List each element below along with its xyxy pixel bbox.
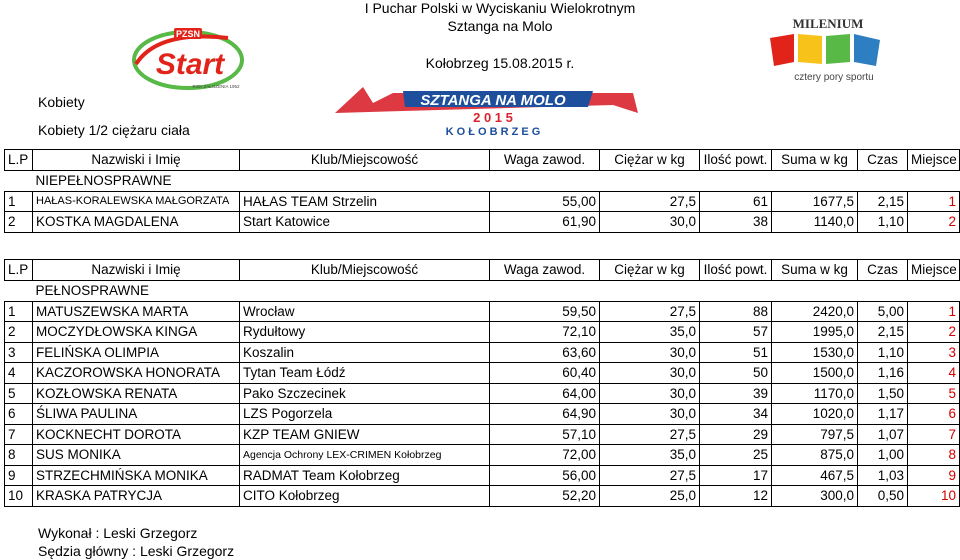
row-lp: 4 (5, 363, 33, 384)
row-weight: 63,60 (490, 342, 600, 363)
group-label: PEŁNOSPRAWNE (35, 283, 150, 298)
col-place: Miejsce (908, 260, 960, 281)
row-load: 27,5 (600, 424, 700, 445)
row-reps: 25 (700, 445, 772, 466)
row-lp: 9 (5, 465, 33, 486)
row-weight: 64,00 (490, 383, 600, 404)
table-row (5, 404, 960, 425)
col-lp: L.P (5, 150, 33, 171)
row-sum: 1020,0 (772, 404, 858, 425)
col-sum: Suma w kg (772, 260, 858, 281)
col-club: Klub/Miejscowość (240, 260, 490, 281)
start-sub-text: ROK ZAŁOŻENIA 1952 (192, 84, 240, 89)
row-club: HAŁAS TEAM Strzelin (240, 191, 490, 212)
milenium-tagline: cztery pory sportu (794, 72, 874, 83)
group-row (5, 280, 960, 301)
row-time: 1,10 (858, 212, 908, 233)
row-load: 27,5 (600, 301, 700, 322)
row-place: 4 (908, 363, 960, 384)
row-name: MOCZYDŁOWSKA KINGA (33, 322, 240, 343)
row-club: Pako Szczecinek (240, 383, 490, 404)
row-place: 2 (908, 322, 960, 343)
row-sum: 2420,0 (772, 301, 858, 322)
row-time: 5,00 (858, 301, 908, 322)
row-time: 2,15 (858, 322, 908, 343)
col-reps: Ilość powt. (700, 150, 772, 171)
row-sum: 1140,0 (772, 212, 858, 233)
row-lp: 2 (5, 212, 33, 233)
col-load: Ciężar w kg (600, 260, 700, 281)
row-lp: 8 (5, 445, 33, 466)
row-club: Tytan Team Łódź (240, 363, 490, 384)
row-weight: 60,40 (490, 363, 600, 384)
row-weight: 59,50 (490, 301, 600, 322)
row-time: 1,07 (858, 424, 908, 445)
row-load: 30,0 (600, 383, 700, 404)
row-club: Start Katowice (240, 212, 490, 233)
table-header-row (5, 260, 960, 281)
col-time: Czas (858, 150, 908, 171)
row-name: ŚLIWA PAULINA (33, 404, 240, 425)
sztanga-na-molo-logo (333, 83, 643, 138)
row-club: Koszalin (240, 342, 490, 363)
group-label: NIEPEŁNOSPRAWNE (35, 173, 172, 188)
row-time: 1,00 (858, 445, 908, 466)
col-lp: L.P (5, 260, 33, 281)
row-name: KOCKNECHT DOROTA (33, 424, 240, 445)
row-name: HAŁAS-KORALEWSKA MAŁGORZATA (33, 191, 240, 212)
row-time: 2,15 (858, 191, 908, 212)
row-sum: 300,0 (772, 486, 858, 507)
col-name: Nazwiski i Imię (33, 150, 240, 171)
row-time: 1,03 (858, 465, 908, 486)
milenium-text: MILENIUM (792, 16, 864, 31)
row-lp: 10 (5, 486, 33, 507)
table-row (5, 465, 960, 486)
milenium-logo (764, 14, 892, 84)
row-reps: 39 (700, 383, 772, 404)
row-load: 30,0 (600, 363, 700, 384)
sztanga-text: SZTANGA NA MOLO (420, 92, 566, 109)
row-sum: 1170,0 (772, 383, 858, 404)
sztanga-city: K O Ł O B R Z E G (445, 126, 541, 138)
row-name: KRASKA PATRYCJA (33, 486, 240, 507)
row-time: 0,50 (858, 486, 908, 507)
row-club: Wrocław (240, 301, 490, 322)
event-title: I Puchar Polski w Wyciskaniu Wielokrotnym (364, 0, 636, 16)
results-table-disabled (4, 149, 960, 233)
table-row (5, 424, 960, 445)
row-load: 27,5 (600, 465, 700, 486)
row-name: STRZECHMIŃSKA MONIKA (33, 465, 240, 486)
col-club: Klub/Miejscowość (240, 150, 490, 171)
row-place: 1 (908, 301, 960, 322)
row-load: 30,0 (600, 342, 700, 363)
row-load: 25,0 (600, 486, 700, 507)
row-club: RADMAT Team Kołobrzeg (240, 465, 490, 486)
row-time: 1,16 (858, 363, 908, 384)
row-reps: 51 (700, 342, 772, 363)
row-place: 7 (908, 424, 960, 445)
row-weight: 64,90 (490, 404, 600, 425)
author-line: Wykonał : Leski Grzegorz (38, 525, 198, 541)
row-place: 8 (908, 445, 960, 466)
col-load: Ciężar w kg (600, 150, 700, 171)
col-weight: Waga zawod. (490, 260, 600, 281)
category-label: Kobiety (38, 94, 85, 110)
row-weight: 56,00 (490, 465, 600, 486)
col-reps: Ilość powt. (700, 260, 772, 281)
row-lp: 1 (5, 301, 33, 322)
row-lp: 2 (5, 322, 33, 343)
row-sum: 1500,0 (772, 363, 858, 384)
row-sum: 1995,0 (772, 322, 858, 343)
row-place: 6 (908, 404, 960, 425)
row-reps: 38 (700, 212, 772, 233)
row-weight: 57,10 (490, 424, 600, 445)
table-row (5, 191, 960, 212)
subcategory-label: Kobiety 1/2 ciężaru ciała (38, 122, 190, 138)
row-sum: 467,5 (772, 465, 858, 486)
table-row (5, 363, 960, 384)
row-load: 30,0 (600, 212, 700, 233)
row-sum: 797,5 (772, 424, 858, 445)
col-weight: Waga zawod. (490, 150, 600, 171)
row-lp: 5 (5, 383, 33, 404)
row-club: CITO Kołobrzeg (240, 486, 490, 507)
row-weight: 55,00 (490, 191, 600, 212)
row-load: 35,0 (600, 322, 700, 343)
row-lp: 1 (5, 191, 33, 212)
row-club: Agencja Ochrony LEX-CRIMEN Kołobrzeg (240, 445, 490, 466)
row-name: KOZŁOWSKA RENATA (33, 383, 240, 404)
row-lp: 7 (5, 424, 33, 445)
col-place: Miejsce (908, 150, 960, 171)
row-club: LZS Pogorzela (240, 404, 490, 425)
col-name: Nazwiski i Imię (33, 260, 240, 281)
row-weight: 72,00 (490, 445, 600, 466)
row-reps: 17 (700, 465, 772, 486)
row-sum: 875,0 (772, 445, 858, 466)
event-date: Kołobrzeg 15.08.2015 r. (425, 55, 575, 71)
row-reps: 29 (700, 424, 772, 445)
sztanga-year: 2 0 1 5 (473, 110, 513, 125)
row-reps: 12 (700, 486, 772, 507)
row-weight: 72,10 (490, 322, 600, 343)
table-row (5, 301, 960, 322)
row-time: 1,50 (858, 383, 908, 404)
row-name: KOSTKA MAGDALENA (33, 212, 240, 233)
pzsn-start-logo (128, 24, 262, 92)
row-time: 1,17 (858, 404, 908, 425)
judge-line: Sędzia główny : Leski Grzegorz (38, 543, 235, 559)
row-weight: 61,90 (490, 212, 600, 233)
row-name: FELIŃSKA OLIMPIA (33, 342, 240, 363)
row-reps: 34 (700, 404, 772, 425)
group-row (5, 170, 960, 191)
row-name: SUS MONIKA (33, 445, 240, 466)
row-name: KACZOROWSKA HONORATA (33, 363, 240, 384)
row-load: 35,0 (600, 445, 700, 466)
table-row (5, 486, 960, 507)
row-place: 5 (908, 383, 960, 404)
table-row (5, 322, 960, 343)
row-reps: 88 (700, 301, 772, 322)
row-name: MATUSZEWSKA MARTA (33, 301, 240, 322)
table-row (5, 212, 960, 233)
row-club: Rydułtowy (240, 322, 490, 343)
row-place: 10 (908, 486, 960, 507)
row-lp: 6 (5, 404, 33, 425)
table-row (5, 383, 960, 404)
row-reps: 50 (700, 363, 772, 384)
col-time: Czas (858, 260, 908, 281)
row-place: 2 (908, 212, 960, 233)
row-place: 9 (908, 465, 960, 486)
row-lp: 3 (5, 342, 33, 363)
row-sum: 1677,5 (772, 191, 858, 212)
row-place: 3 (908, 342, 960, 363)
row-sum: 1530,0 (772, 342, 858, 363)
col-sum: Suma w kg (772, 150, 858, 171)
results-table-able (4, 259, 960, 507)
row-load: 30,0 (600, 404, 700, 425)
table-row (5, 342, 960, 363)
row-time: 1,10 (858, 342, 908, 363)
row-load: 27,5 (600, 191, 700, 212)
pzsn-text: PZSN (175, 29, 201, 39)
row-place: 1 (908, 191, 960, 212)
table-header-row (5, 150, 960, 171)
row-reps: 61 (700, 191, 772, 212)
row-reps: 57 (700, 322, 772, 343)
table-row (5, 445, 960, 466)
row-weight: 52,20 (490, 486, 600, 507)
start-text: Start (155, 48, 225, 81)
row-club: KZP TEAM GNIEW (240, 424, 490, 445)
event-subtitle: Sztanga na Molo (447, 18, 553, 34)
